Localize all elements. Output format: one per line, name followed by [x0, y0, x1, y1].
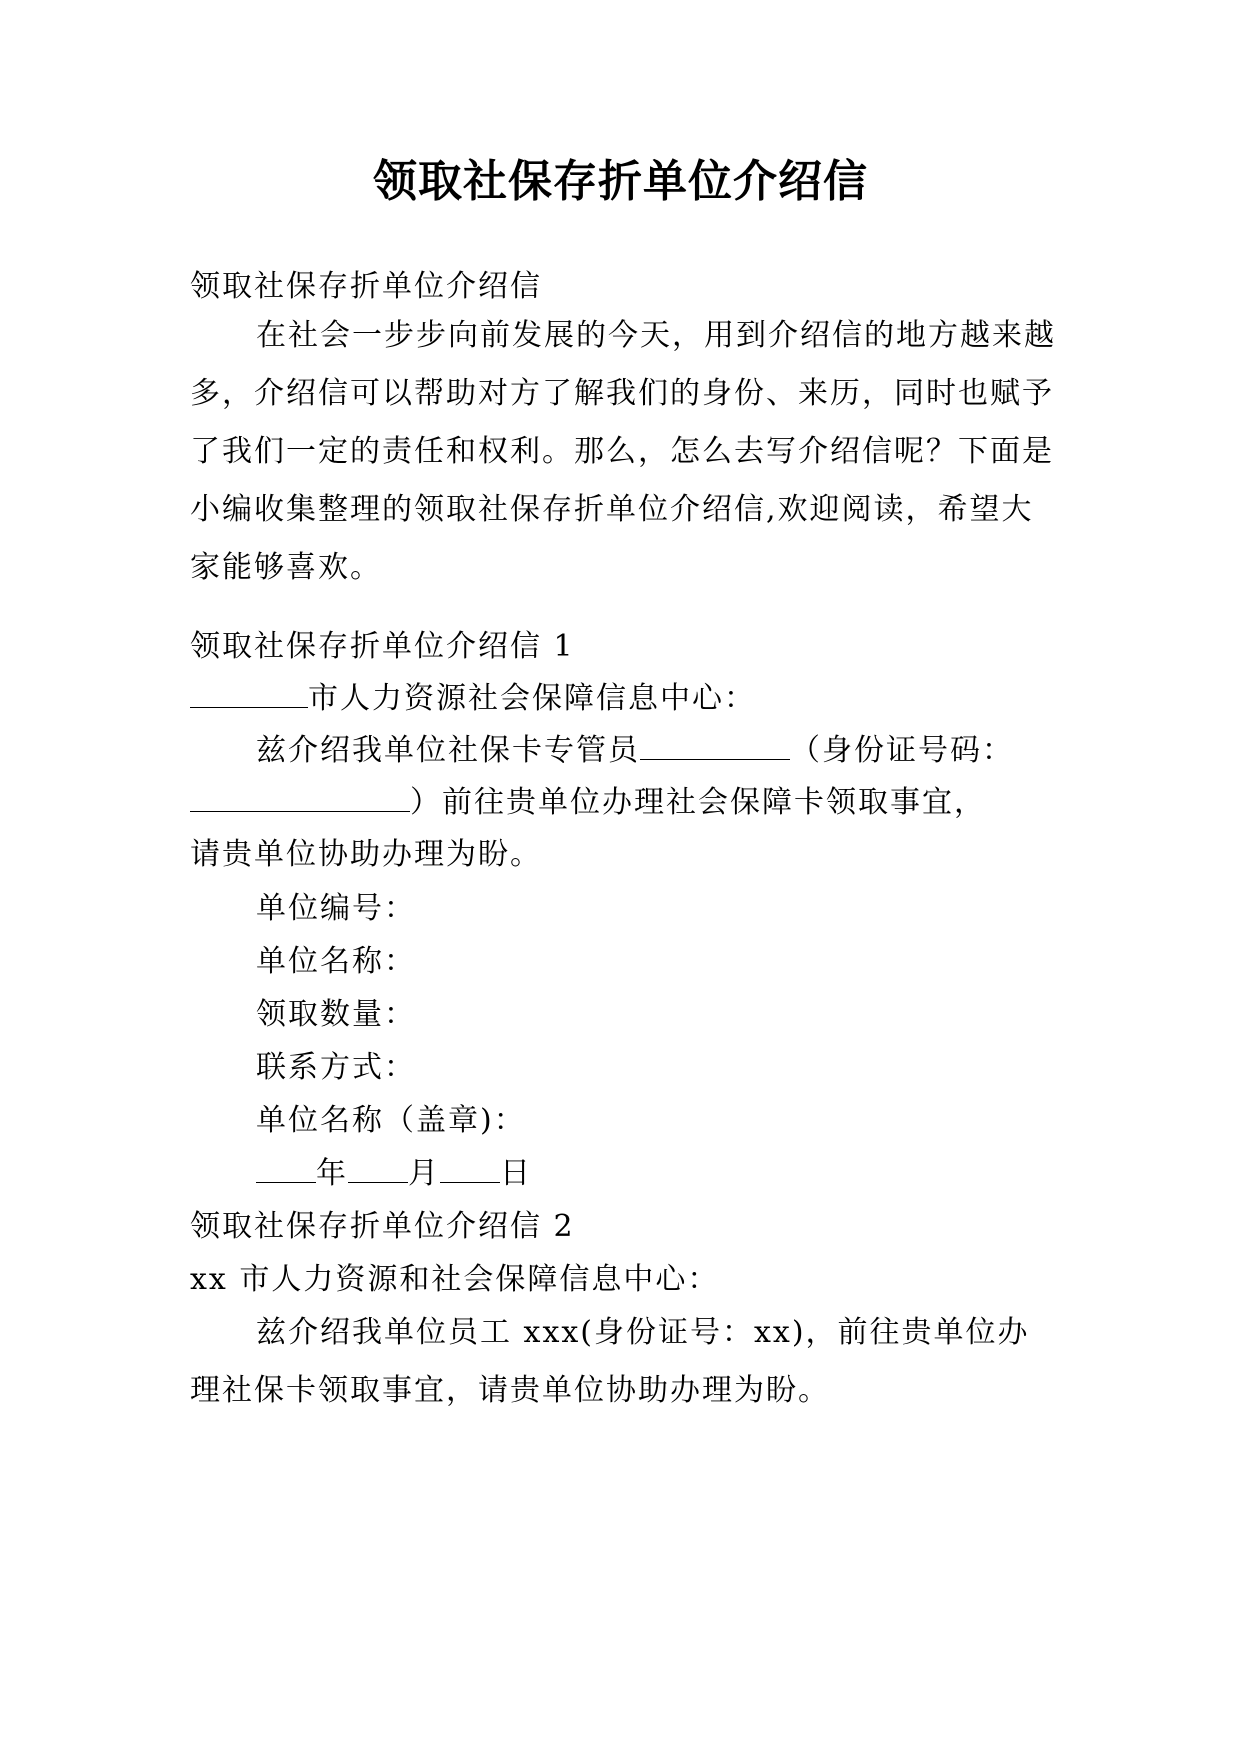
- id-number-blank: [190, 781, 410, 812]
- month-blank: [348, 1152, 408, 1183]
- letter2-body: 兹介绍我单位员工 xxx(身份证号：xx)，前往贵单位办理社保卡领取事宜，请贵单位协助办理为盼。: [190, 1315, 1030, 1408]
- letter2-recipient: xx 市人力资源和社会保障信息中心：: [190, 1262, 720, 1297]
- letter1-body-line1: [256, 722, 1014, 780]
- date-year-label: 年: [316, 1156, 348, 1191]
- field-unit-name: 单位名称：: [256, 944, 416, 979]
- letter1-body-line2: [190, 774, 986, 832]
- letter2-heading: 领取社保存折单位介绍信 2: [190, 1209, 575, 1244]
- letter1-date: [256, 1145, 532, 1203]
- field-quantity: 领取数量：: [256, 997, 416, 1032]
- manager-name-blank: [640, 729, 790, 760]
- document-subtitle: 领取社保存折单位介绍信: [190, 269, 542, 304]
- day-blank: [440, 1152, 500, 1183]
- field-unit-code: 单位编号：: [256, 891, 416, 926]
- field-contact: 联系方式：: [256, 1050, 416, 1085]
- letter1-body-part3: ）前往贵单位办理社会保障卡领取事宜，: [410, 785, 986, 820]
- year-blank: [256, 1152, 316, 1183]
- letter1-heading: 领取社保存折单位介绍信 1: [190, 629, 575, 664]
- letter1-body-line3: 请贵单位协助办理为盼。: [190, 837, 542, 872]
- date-month-label: 月: [408, 1156, 440, 1191]
- letter1-recipient: [190, 670, 756, 728]
- letter1-body-part2: （身份证号码：: [790, 733, 1014, 768]
- field-unit-seal: 单位名称（盖章)：: [256, 1103, 526, 1138]
- letter1-recipient-text: 市人力资源社会保障信息中心：: [308, 681, 756, 716]
- document-title: 领取社保存折单位介绍信: [373, 156, 868, 207]
- date-day-label: 日: [500, 1156, 532, 1191]
- city-blank: [190, 677, 308, 708]
- intro-paragraph: 在社会一步步向前发展的今天，用到介绍信的地方越来越多，介绍信可以帮助对方了解我们的身份、来历，同时也赋予了我们一定的责任和权利。那么，怎么去写介绍信呢？下面是小编收集整理的领取社保存折单位介绍信,欢迎阅读，希望大家能够喜欢。: [190, 318, 1056, 585]
- letter1-body-part1: 兹介绍我单位社保卡专管员: [256, 733, 640, 768]
